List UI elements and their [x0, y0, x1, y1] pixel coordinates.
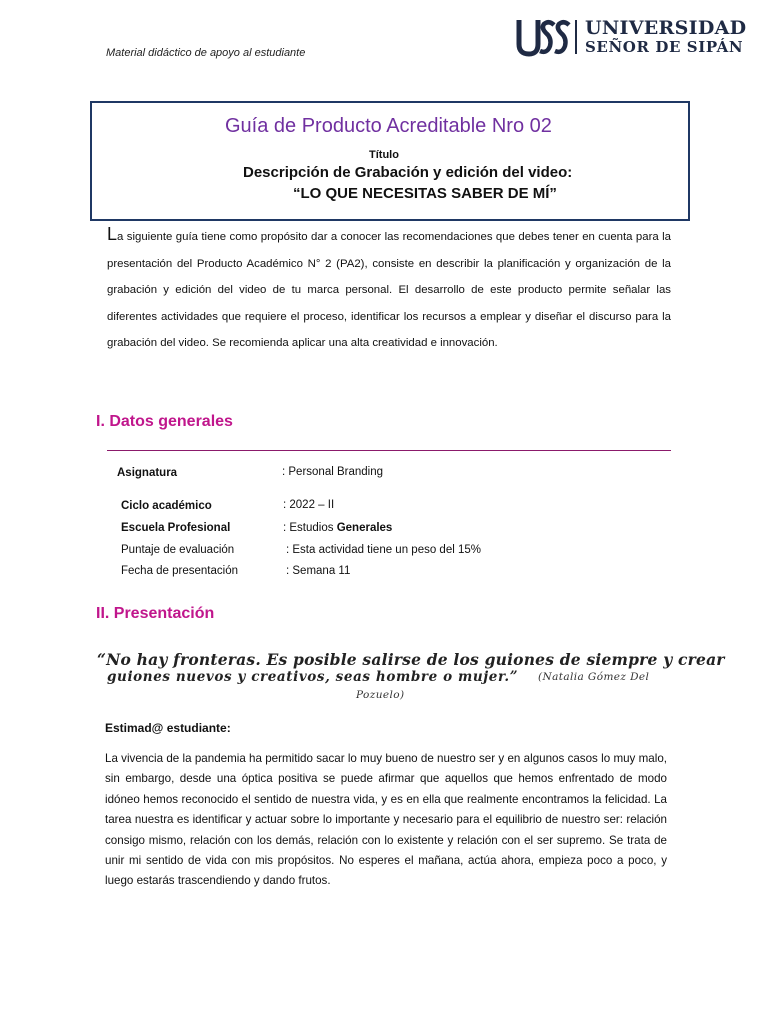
info-label-puntaje: Puntaje de evaluación	[121, 544, 235, 556]
document-title: Descripción de Grabación y edición del video:	[243, 164, 573, 181]
intro-paragraph	[107, 224, 671, 357]
logo-university-name: UNIVERSIDAD	[585, 17, 747, 39]
section-heading-datos-generales: I. Datos generales	[96, 413, 233, 430]
university-logo	[516, 16, 747, 58]
quote-author-line-1: (Natalia Gómez Del	[538, 671, 650, 683]
info-label-escuela: Escuela Profesional	[121, 522, 231, 534]
section-heading-presentacion: II. Presentación	[96, 605, 215, 622]
title-label: Título	[369, 149, 399, 161]
info-value-escuela-bold: Generales	[336, 522, 393, 534]
info-label-fecha: Fecha de presentación	[121, 565, 238, 577]
intro-dropcap: L	[107, 224, 118, 244]
info-value-escuela	[283, 522, 392, 534]
title-box	[90, 101, 690, 221]
quote-line-1: “No hay fronteras. Es posible salirse de los guiones de siempre y crear	[97, 650, 725, 669]
uss-logo-icon	[516, 16, 572, 58]
info-value-puntaje: : Esta actividad tiene un peso del 15%	[286, 544, 481, 556]
presentation-body: La vivencia de la pandemia ha permitido sacar lo muy bueno de nuestro ser y en algunos casos lo muy malo, sin embargo, desde una óptica positiva se puede afirmar que aquellos que hemos enfrentado de modo idóneo hemos reconocido el sentido de nuestra vida, y es en ella que realmente encontramos la felicidad. La tarea nuestra es identificar y actuar sobre lo importante y necesario para el equilibrio de nuestro ser: relación consigo mismo, relación con los demás, relación con lo existente y relación con el ser supremo. Se trata de unir mi sentido de vida con mis propósitos. No esperes el mañana, actúa ahora, empieza poco a poco, y luego estarás trascendiendo y dando frutos.	[105, 752, 667, 888]
info-value-ciclo: : 2022 – II	[283, 499, 335, 511]
logo-university-subname: SEÑOR DE SIPÁN	[585, 38, 744, 56]
info-value-asignatura: : Personal Branding	[282, 466, 384, 478]
header-note: Material didáctico de apoyo al estudiante	[106, 47, 306, 59]
intro-text: a siguiente guía tiene como propósito dar a conocer las recomendaciones que debes tener en cuenta para la presentación del Producto Académico N° 2 (PA2), consiste en describir la planificación y organización de la grabación y edición del video de tu marca personal. El desarrollo de este producto permite señalar las diferentes actividades que requiere el proceso, identificar los recursos a emplear y diseñar el discurso para la grabación del video. Se recomienda aplicar una alta creatividad e innovación.	[107, 231, 671, 349]
greeting: Estimad@ estudiante:	[105, 721, 231, 735]
logo-divider	[575, 20, 577, 54]
quote-line-2: guiones nuevos y creativos, seas hombre o mujer.”	[107, 669, 519, 685]
info-value-fecha: : Semana 11	[286, 565, 351, 577]
section-divider	[107, 450, 671, 451]
info-label-ciclo: Ciclo académico	[121, 500, 212, 512]
quote-author-line-2: Pozuelo)	[356, 689, 405, 701]
info-label-asignatura: Asignatura	[117, 467, 178, 479]
document-subtitle: “LO QUE NECESITAS SABER DE MÍ”	[293, 185, 557, 202]
guide-title: Guía de Producto Acreditable Nro 02	[225, 115, 552, 137]
info-value-escuela-prefix: : Estudios	[283, 522, 337, 534]
